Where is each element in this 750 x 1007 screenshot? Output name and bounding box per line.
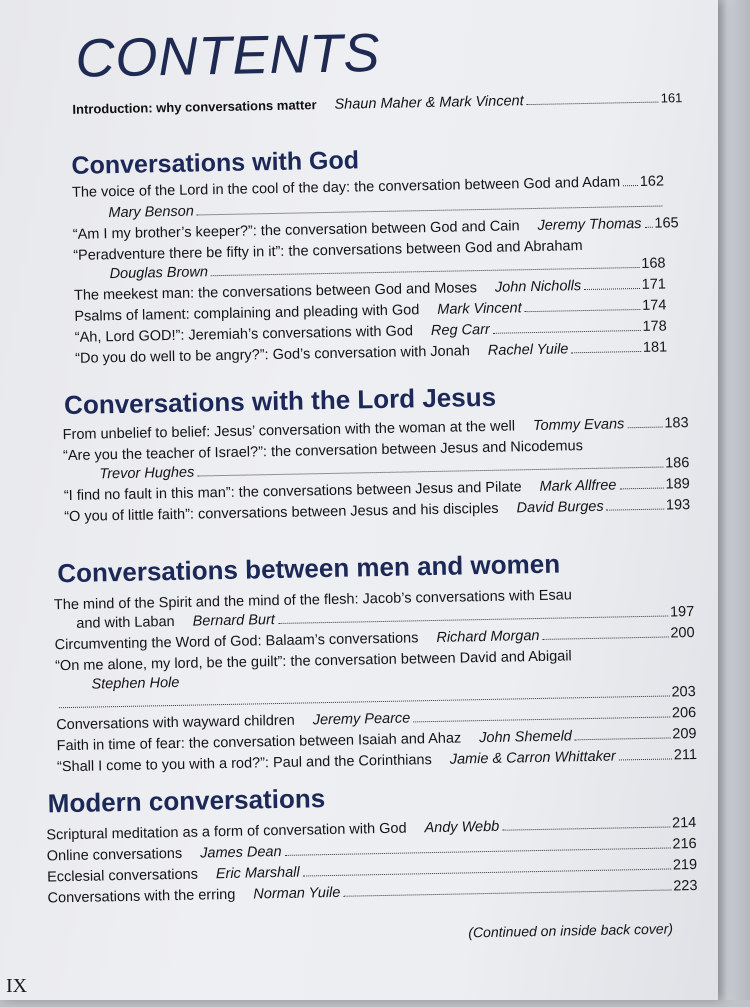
dot-leader <box>645 227 653 228</box>
dot-leader <box>627 427 662 429</box>
dot-leader <box>619 758 672 760</box>
entry-title: Ecclesial conversations <box>47 866 199 886</box>
page-title: CONTENTS <box>74 22 381 89</box>
entry-title: “Ah, Lord GOD!”: Jeremiah’s conversations with God <box>74 323 414 346</box>
section-men-women-entries <box>54 584 697 779</box>
dot-leader <box>493 330 641 334</box>
entry-page: 181 <box>642 339 668 356</box>
entry-title: Conversations with wayward children <box>56 712 295 734</box>
dot-leader <box>278 615 668 623</box>
entry-author: Bernard Burt <box>192 612 276 630</box>
dot-leader <box>584 288 640 290</box>
entry-author: Norman Yuile <box>253 884 341 903</box>
dot-leader <box>543 636 669 639</box>
entry-page: 200 <box>670 624 695 642</box>
section-jesus-entries <box>63 414 691 529</box>
intro-author: Shaun Maher & Mark Vincent <box>334 93 524 113</box>
entry-title: The meekest man: the conversations between God and Moses <box>73 280 478 304</box>
section-heading-modern: Modern conversations <box>47 783 326 819</box>
dot-leader <box>413 716 670 722</box>
section-heading-god: Conversations with God <box>71 146 360 180</box>
entry-page: 189 <box>665 476 690 493</box>
entry-title: From unbelief to belief: Jesus’ conversation with the woman at the well <box>62 418 516 444</box>
toc-entry <box>55 645 696 714</box>
dot-leader <box>285 847 671 855</box>
section-heading-men-women: Conversations between men and women <box>57 548 561 589</box>
entry-author: Jeremy Thomas <box>537 215 642 234</box>
entry-author: Mark Allfree <box>539 477 617 495</box>
section-modern-entries <box>46 814 697 910</box>
entry-page: 165 <box>654 215 679 232</box>
entry-title: “I find no fault in this man”: the conversations between Jesus and Pilate <box>63 479 522 505</box>
entry-author: Eric Marshall <box>215 864 300 883</box>
entry-title-cont: and with Laban <box>76 613 175 632</box>
intro-title: Introduction: why conversations matter <box>72 97 317 117</box>
entry-title: “O you of little faith”: conversations between Jesus and his disciples <box>64 500 499 526</box>
entry-page: 203 <box>671 683 696 701</box>
dot-leader <box>303 868 671 876</box>
entry-author: Trevor Hughes <box>99 464 195 483</box>
dot-leader <box>619 488 663 490</box>
entry-page: 183 <box>664 415 689 432</box>
entry-title: “Are you the teacher of Israel?”: the conversation between Jesus and Nicodemus <box>62 438 584 465</box>
entry-page: 214 <box>671 814 697 832</box>
dot-leader <box>197 206 662 216</box>
entry-author: Mark Vincent <box>437 300 522 318</box>
entry-author: Jeremy Pearce <box>312 710 411 729</box>
entry-author: John Nicholls <box>494 278 582 296</box>
entry-page: 186 <box>664 455 690 472</box>
section-god-entries <box>71 172 679 370</box>
dot-leader <box>607 509 664 511</box>
entry-title: Circumventing the Word of God: Balaam’s conversations <box>54 630 419 654</box>
entry-title: “Do you do well to be angry?”: God’s conversation with Jonah <box>75 343 470 367</box>
entry-title: Conversations with the erring <box>47 886 236 907</box>
entry-page: 219 <box>672 856 698 874</box>
dot-leader <box>575 737 670 740</box>
entry-author: James Dean <box>200 843 282 862</box>
dot-leader <box>525 309 640 312</box>
entry-author: David Burges <box>516 498 604 517</box>
entry-page: 206 <box>671 704 697 722</box>
entry-page: 168 <box>641 255 666 272</box>
entry-page: 174 <box>641 297 667 314</box>
dot-leader <box>502 826 670 830</box>
section-heading-jesus: Conversations with the Lord Jesus <box>63 381 497 421</box>
entry-page: 197 <box>669 603 695 621</box>
dot-leader <box>343 889 671 896</box>
entry-title: Scriptural meditation as a form of conversation with God <box>46 820 407 844</box>
continued-note: (Continued on inside back cover) <box>468 920 674 941</box>
entry-page: 162 <box>639 173 665 190</box>
entry-author: Reg Carr <box>430 321 490 339</box>
entry-title: “On me alone, my lord, be the guilt”: the conversation between David and Abigail <box>54 648 572 675</box>
entry-author: Jamie & Carron Whittaker <box>449 748 616 768</box>
entry-author: Rachel Yuile <box>487 341 569 359</box>
entry-title: “Am I my brother’s keeper?”: the conversation between God and Cain <box>72 218 520 243</box>
intro-page-number: 161 <box>660 90 683 106</box>
entry-page: 223 <box>673 877 698 895</box>
entry-author: Andy Webb <box>424 818 500 837</box>
intro-entry <box>72 90 682 118</box>
dot-leader <box>527 102 659 106</box>
entry-page: 193 <box>665 497 691 514</box>
entry-author: Richard Morgan <box>436 627 540 646</box>
entry-page: 171 <box>641 276 667 293</box>
entry-page: 216 <box>672 835 697 853</box>
entry-author: Douglas Brown <box>109 264 209 283</box>
entry-title: “Shall I come to you with a rod?”: Paul and the Corinthians <box>56 752 432 776</box>
entry-author: John Shemeld <box>479 728 573 747</box>
entry-author: Tommy Evans <box>532 416 625 435</box>
dot-leader <box>623 185 638 186</box>
entry-title: Faith in time of fear: the conversation between Isaiah and Ahaz <box>56 730 462 755</box>
entry-title: Psalms of lament: complaining and pleading with God <box>74 302 420 325</box>
entry-author: Mary Benson <box>108 203 195 222</box>
entry-title: The voice of the Lord in the cool of the day: the conversation between God and Adam <box>71 174 621 201</box>
entry-title: Online conversations <box>46 845 183 865</box>
dot-leader <box>211 267 639 276</box>
dot-leader <box>197 467 663 477</box>
entry-page: 209 <box>672 725 697 743</box>
entry-page: 211 <box>673 746 698 764</box>
page-folio: IX <box>6 975 28 997</box>
entry-title: “Peradventure there be fifty in it”: the conversations between God and Abraham <box>73 238 583 264</box>
entry-title: The mind of the Spirit and the mind of the flesh: Jacob’s conversations with Esau <box>53 587 573 614</box>
entry-page: 178 <box>642 318 667 335</box>
entry-author: Stephen Hole <box>91 674 180 693</box>
dot-leader <box>571 351 641 353</box>
